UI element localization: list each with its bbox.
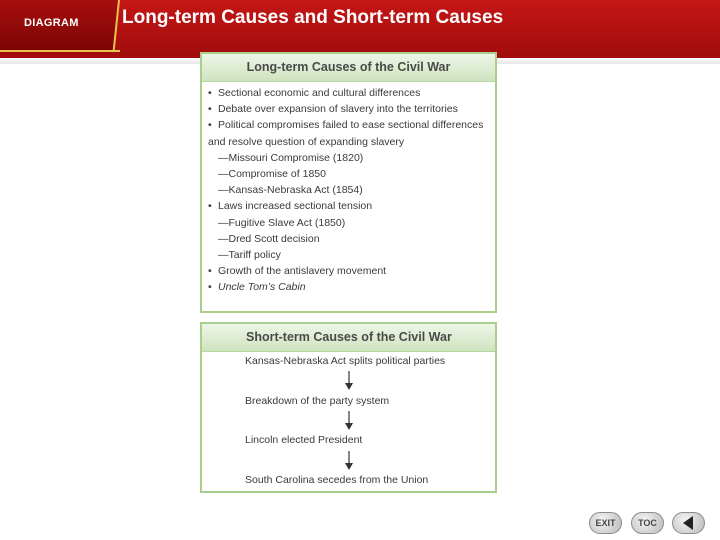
tab-underline: [0, 50, 120, 52]
short-term-step: Lincoln elected President: [245, 434, 363, 446]
long-term-bullet: [208, 87, 420, 99]
section-tab-label: DIAGRAM: [24, 17, 79, 29]
long-term-bullet: [208, 200, 372, 212]
short-term-step: Breakdown of the party system: [245, 395, 390, 407]
long-term-bullet-text: Uncle Tom’s Cabin: [218, 281, 306, 294]
long-term-subitem: —Missouri Compromise (1820): [218, 151, 364, 164]
back-arrow-icon: [673, 513, 704, 533]
long-term-bullet-text: Political compromises failed to ease sectional differences: [218, 119, 484, 132]
long-term-heading: Long-term Causes of the Civil War: [202, 54, 495, 82]
long-term-bullet: [208, 103, 458, 115]
bullet-icon: •: [208, 265, 212, 278]
back-button[interactable]: [672, 512, 705, 534]
long-term-panel: [200, 52, 497, 313]
down-arrow-icon: [343, 411, 355, 431]
bullet-icon: •: [208, 87, 212, 99]
long-term-subitem: —Compromise of 1850: [218, 168, 326, 180]
bullet-icon: •: [208, 281, 212, 294]
short-term-step: Kansas-Nebraska Act splits political parties: [245, 355, 446, 367]
long-term-bullet-text: Laws increased sectional tension: [218, 200, 373, 213]
bullet-icon: •: [208, 103, 212, 116]
long-term-bullet: [208, 265, 386, 277]
short-term-panel: [200, 322, 497, 493]
short-term-step: South Carolina secedes from the Union: [245, 474, 429, 486]
long-term-bullet: [208, 119, 483, 131]
long-term-subitem: —Dred Scott decision: [218, 232, 320, 245]
long-term-subitem: —Fugitive Slave Act (1850): [218, 216, 346, 229]
short-term-heading: Short-term Causes of the Civil War: [202, 324, 495, 352]
long-term-continuation: and resolve question of expanding slavery: [208, 135, 405, 148]
toc-button[interactable]: TOC: [631, 512, 664, 534]
long-term-bullet-text: Growth of the antislavery movement: [218, 265, 387, 278]
long-term-bullet-text: Sectional economic and cultural differences: [218, 87, 421, 99]
down-arrow-icon: [343, 371, 355, 391]
down-arrow-icon: [343, 451, 355, 471]
long-term-bullet-text: Debate over expansion of slavery into the territories: [218, 103, 458, 116]
page-title: Long-term Causes and Short-term Causes: [122, 7, 504, 28]
long-term-subitem: —Kansas-Nebraska Act (1854): [218, 184, 363, 197]
exit-button[interactable]: EXIT: [589, 512, 622, 534]
long-term-bullet: [208, 281, 306, 293]
bullet-icon: •: [208, 119, 212, 132]
bullet-icon: •: [208, 200, 212, 213]
long-term-subitem: —Tariff policy: [218, 249, 281, 261]
